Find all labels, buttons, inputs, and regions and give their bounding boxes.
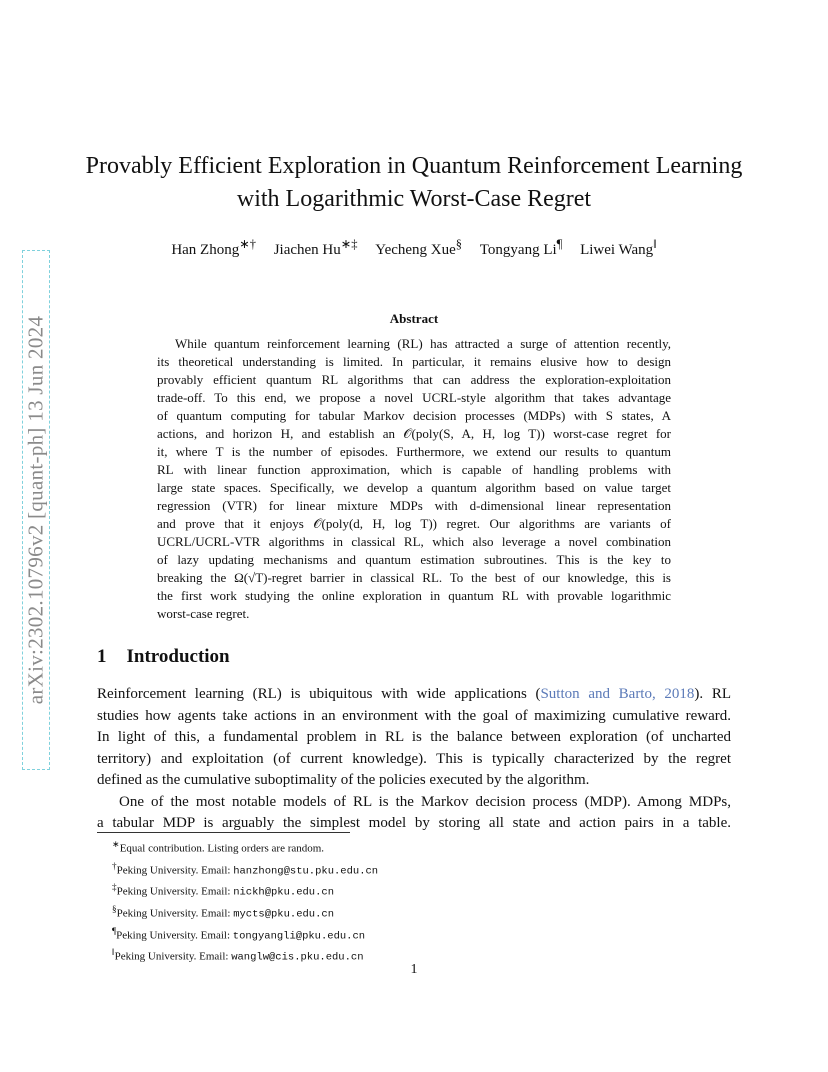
body-line: In light of this, a fundamental problem in RL is the balance between exploration (of uncharted [97, 729, 731, 745]
body-line: a tabular MDP is arguably the simplest model by storing all state and action pairs in a table. [97, 815, 731, 831]
author-mark: ‖ [653, 237, 657, 251]
paper-title [60, 150, 768, 216]
title-line: Provably Efficient Exploration in Quantum Reinforcement Learning [85, 153, 743, 179]
footnote: ∗Equal contribution. Listing orders are random. [112, 839, 325, 855]
author: Jiachen Hu∗‡ [273, 237, 358, 258]
email: nickh@pku.edu.cn [233, 886, 335, 899]
abstract-heading: Abstract [389, 311, 439, 326]
body-line: One of the most notable models of RL is the Markov decision process (MDP). Among MDPs, [119, 793, 731, 810]
intro-body [97, 684, 731, 835]
footnote: †Peking University. Email: hanzhong@stu.pku.edu.cn [112, 860, 379, 878]
body-line: defined as the cumulative suboptimality of the policies executed by the algorithm. [97, 772, 590, 788]
abstract-line: trade-off. To this end, we propose a novel UCRL-style algorithm that takes advantage [157, 390, 671, 405]
abstract-line: UCRL/UCRL-VTR algorithms in classical RL, which also leverage a novel combination [157, 534, 671, 549]
abstract-line: actions, and horizon H, and establish an 𝒪(poly(S, A, H, log T)) worst-case regret for [157, 426, 671, 441]
author: Han Zhong∗† [171, 237, 256, 258]
footnotes [112, 836, 378, 966]
footnote-rule [97, 832, 350, 833]
author: Tongyang Li¶ [479, 237, 563, 258]
abstract-line: of lazy updating mechanisms and quantum estimation subroutines. This is the key to [157, 552, 671, 567]
abstract-line: its theoretical understanding is limited. In particular, it remains elusive how to design [157, 354, 671, 369]
abstract-line: regression (VTR) for linear mixture MDPs with d-dimensional linear representation [157, 498, 671, 513]
author: Yecheng Xue§ [375, 237, 463, 258]
arxiv-stamp-text: arXiv:2302.10796v2 [quant-ph] 13 Jun 2024 [23, 315, 48, 705]
page-number: 1 [410, 962, 418, 977]
author-mark: ¶ [556, 237, 563, 251]
email: wanglw@cis.pku.edu.cn [231, 951, 364, 964]
body-line: Reinforcement learning (RL) is ubiquitous with wide applications (Sutton and Barto, 2018). RL [97, 686, 731, 702]
footnote: ¶Peking University. Email: tongyangli@pku.edu.cn [112, 925, 366, 943]
citation-link[interactable]: Sutton and Barto, 2018 [540, 686, 695, 702]
arxiv-stamp [22, 250, 50, 770]
author: Liwei Wang‖ [580, 237, 657, 258]
abstract-line: RL with linear function approximation, which is capable of handling problems with [157, 462, 671, 477]
abstract-line: breaking the Ω(√T)-regret barrier in classical RL. To the best of our knowledge, this is [157, 570, 671, 585]
abstract-body [157, 335, 671, 623]
abstract-line: of quantum computing for tabular Markov decision processes (MDPs) with S states, A [157, 408, 671, 423]
abstract-line: the first work studying the online exploration in quantum RL with provable logarithmic [157, 588, 671, 603]
abstract-line: and prove that it enjoys 𝒪(poly(d, H, log T)) regret. Our algorithms are variants of [157, 516, 671, 531]
email: mycts@pku.edu.cn [233, 908, 335, 921]
author-mark: § [455, 237, 463, 251]
body-line: territory) and exploitation (of current knowledge). This is typically characterized by the regret [97, 750, 731, 767]
email: hanzhong@stu.pku.edu.cn [233, 865, 379, 878]
author-list [60, 236, 768, 259]
abstract-line: worst-case regret. [157, 606, 250, 621]
abstract-line: it, where T is the number of episodes. Furthermore, we extend our results to quantum [157, 444, 671, 459]
section-title: Introduction [126, 646, 230, 667]
abstract-line: large state spaces. Specifically, we develop a quantum algorithm based on value target [157, 480, 671, 495]
author-mark: ∗‡ [340, 237, 358, 251]
footnote: ‖Peking University. Email: wanglw@cis.pku.edu.cn [112, 947, 364, 964]
abstract-line: provably efficient quantum RL algorithms that can address the exploration-exploitation [157, 372, 671, 387]
author-mark: ∗† [239, 237, 256, 251]
title-line: with Logarithmic Worst-Case Regret [236, 186, 592, 212]
footnote: ‡Peking University. Email: nickh@pku.edu.cn [112, 882, 335, 899]
section-heading [97, 646, 230, 668]
email: tongyangli@pku.edu.cn [232, 930, 366, 943]
section-number: 1 [97, 646, 107, 667]
abstract-line: While quantum reinforcement learning (RL) has attracted a surge of attention recently, [175, 336, 671, 351]
footnote: §Peking University. Email: mycts@pku.edu.cn [112, 903, 335, 921]
body-line: studies how agents take actions in an environment with the goal of maximizing cumulative reward. [97, 707, 731, 724]
